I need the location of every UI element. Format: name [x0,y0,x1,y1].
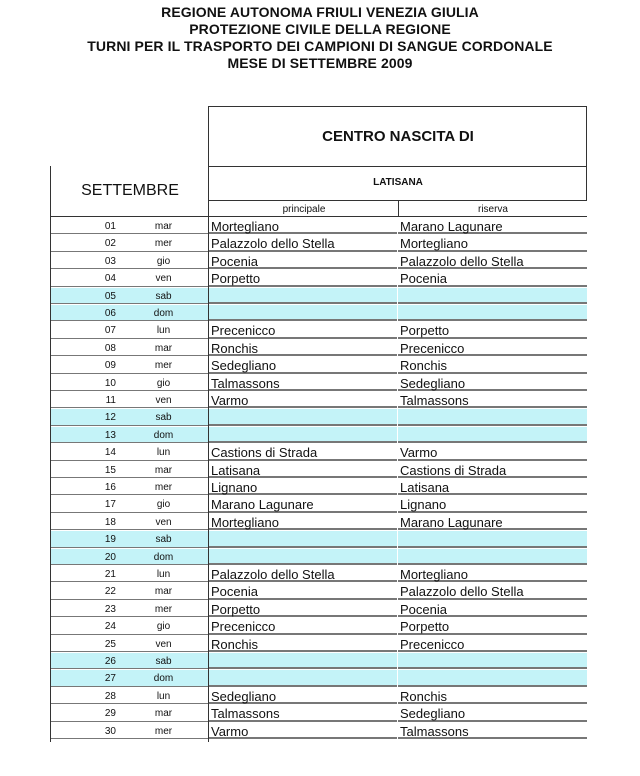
header-protezione-line: PROTEZIONE CIVILE DELLA REGIONE [189,21,451,37]
day-cell: 22 [51,583,119,599]
principale-cell: Lignano [209,479,397,495]
riserva-cell: Castions di Strada [398,462,587,478]
table-row [51,566,587,583]
riserva-cell: Mortegliano [398,566,587,582]
table-row [51,322,587,339]
weekday-cell: ven [119,392,208,408]
riserva-cell [398,670,587,686]
riserva-cell [398,305,587,321]
column-header-principale: principale [282,204,326,215]
header-bottom-border [50,216,587,217]
weekday-cell: sab [119,288,208,304]
principale-cell: Pocenia [209,253,397,269]
principale-cell: Precenicco [209,618,397,634]
riserva-cell: Talmassons [398,392,587,408]
riserva-cell: Varmo [398,444,587,460]
day-cell: 07 [51,322,119,338]
principale-cell: Mortegliano [209,514,397,530]
principale-cell [209,531,397,547]
weekday-cell: mer [119,723,208,739]
table-row [51,288,587,305]
day-cell: 21 [51,566,119,582]
principale-cell [209,653,397,669]
riserva-cell: Mortegliano [398,235,587,251]
table-row [51,636,587,653]
weekday-cell: mer [119,357,208,373]
riserva-cell: Talmassons [398,723,587,739]
riserva-cell [398,549,587,565]
day-cell: 05 [51,288,119,304]
principale-cell: Talmassons [209,705,397,721]
table-row [51,688,587,705]
centro-name-heading: LATISANA [373,177,423,188]
principale-cell: Latisana [209,462,397,478]
weekday-cell: mar [119,705,208,721]
principale-cell: Mortegliano [209,218,397,234]
table-row [51,444,587,461]
table-row [51,427,587,444]
day-cell: 04 [51,270,119,286]
weekday-cell: sab [119,531,208,547]
table-row [51,670,587,687]
day-cell: 11 [51,392,119,408]
day-cell: 18 [51,514,119,530]
weekday-cell: mar [119,218,208,234]
day-cell: 13 [51,427,119,443]
principale-cell: Castions di Strada [209,444,397,460]
riserva-cell: Sedegliano [398,375,587,391]
table-row [51,462,587,479]
weekday-cell: ven [119,636,208,652]
day-cell: 24 [51,618,119,634]
day-cell: 17 [51,496,119,512]
table-row [51,583,587,600]
column-header-riserva: riserva [477,204,508,215]
riserva-cell: Porpetto [398,322,587,338]
riserva-cell: Sedegliano [398,705,587,721]
centro-nascita-heading: CENTRO NASCITA DI [322,128,474,145]
header-region-line: REGIONE AUTONOMA FRIULI VENEZIA GIULIA [161,4,479,20]
principale-cell: Sedegliano [209,357,397,373]
weekday-cell: mar [119,462,208,478]
principale-cell: Ronchis [209,636,397,652]
riserva-cell [398,288,587,304]
weekday-cell: mer [119,235,208,251]
weekday-cell: gio [119,253,208,269]
riserva-cell [398,427,587,443]
weekday-cell: lun [119,688,208,704]
day-cell: 08 [51,340,119,356]
weekday-cell: ven [119,270,208,286]
principale-cell: Palazzolo dello Stella [209,235,397,251]
principale-cell: Varmo [209,723,397,739]
riserva-cell: Palazzolo dello Stella [398,583,587,599]
day-cell: 09 [51,357,119,373]
weekday-cell: mar [119,340,208,356]
principale-cell [209,305,397,321]
weekday-cell: sab [119,409,208,425]
riserva-cell: Precenicco [398,636,587,652]
principale-cell [209,288,397,304]
riserva-cell: Porpetto [398,618,587,634]
riserva-cell: Marano Lagunare [398,218,587,234]
table-row [51,392,587,409]
weekday-cell: mar [119,583,208,599]
day-cell: 25 [51,636,119,652]
day-cell: 16 [51,479,119,495]
riserva-cell: Lignano [398,496,587,512]
riserva-cell [398,409,587,425]
riserva-cell: Latisana [398,479,587,495]
principale-cell: Precenicco [209,322,397,338]
riserva-cell [398,653,587,669]
weekday-cell: lun [119,444,208,460]
principale-cell: Porpetto [209,601,397,617]
weekday-cell: sab [119,653,208,669]
day-cell: 28 [51,688,119,704]
principale-cell [209,409,397,425]
riserva-cell: Ronchis [398,688,587,704]
principale-cell [209,549,397,565]
day-cell: 02 [51,235,119,251]
weekday-cell: gio [119,375,208,391]
riserva-cell [398,531,587,547]
weekday-cell: ven [119,514,208,530]
table-row [51,375,587,392]
day-cell: 29 [51,705,119,721]
weekday-cell: gio [119,496,208,512]
table-row [51,270,587,287]
weekday-cell: mer [119,479,208,495]
day-cell: 15 [51,462,119,478]
table-row [51,531,587,548]
table-right-border [586,106,587,200]
riserva-cell: Pocenia [398,270,587,286]
weekday-cell: mer [119,601,208,617]
riserva-cell: Pocenia [398,601,587,617]
day-cell: 23 [51,601,119,617]
day-cell: 30 [51,723,119,739]
table-row [51,218,587,235]
table-row [51,705,587,722]
table-row [51,496,587,513]
principale-cell: Talmassons [209,375,397,391]
principale-cell [209,670,397,686]
centro-divider [208,166,587,167]
month-heading: SETTEMBRE [81,182,179,199]
latisana-divider [208,200,587,201]
principale-cell [209,427,397,443]
document-header [0,4,640,72]
principale-cell: Pocenia [209,583,397,599]
day-cell: 10 [51,375,119,391]
table-row [51,618,587,635]
table-row [51,357,587,374]
riserva-cell: Marano Lagunare [398,514,587,530]
day-cell: 20 [51,549,119,565]
table-row [51,305,587,322]
riserva-cell: Ronchis [398,357,587,373]
table-row [51,514,587,531]
table-row [51,340,587,357]
day-cell: 26 [51,653,119,669]
weekday-cell: dom [119,670,208,686]
table-top-border [208,106,587,107]
table-row [51,653,587,670]
weekday-cell: lun [119,322,208,338]
day-cell: 14 [51,444,119,460]
principale-cell: Sedegliano [209,688,397,704]
weekday-cell: dom [119,427,208,443]
table-row [51,253,587,270]
day-cell: 12 [51,409,119,425]
table-row [51,601,587,618]
weekday-cell: gio [119,618,208,634]
table-row [51,235,587,252]
principale-cell: Palazzolo dello Stella [209,566,397,582]
principale-cell: Ronchis [209,340,397,356]
day-cell: 03 [51,253,119,269]
table-row [51,723,587,740]
table-row [51,549,587,566]
table-row [51,479,587,496]
header-turni-line: TURNI PER IL TRASPORTO DEI CAMPIONI DI SANGUE CORDONALE [87,38,553,54]
weekday-cell: dom [119,305,208,321]
principale-cell: Varmo [209,392,397,408]
day-cell: 06 [51,305,119,321]
weekday-cell: lun [119,566,208,582]
principale-cell: Porpetto [209,270,397,286]
riserva-cell: Palazzolo dello Stella [398,253,587,269]
principale-cell: Marano Lagunare [209,496,397,512]
weekday-cell: dom [119,549,208,565]
day-cell: 01 [51,218,119,234]
day-cell: 19 [51,531,119,547]
table-row [51,409,587,426]
riserva-cell: Precenicco [398,340,587,356]
header-month-line: MESE DI SETTEMBRE 2009 [227,55,413,71]
day-cell: 27 [51,670,119,686]
